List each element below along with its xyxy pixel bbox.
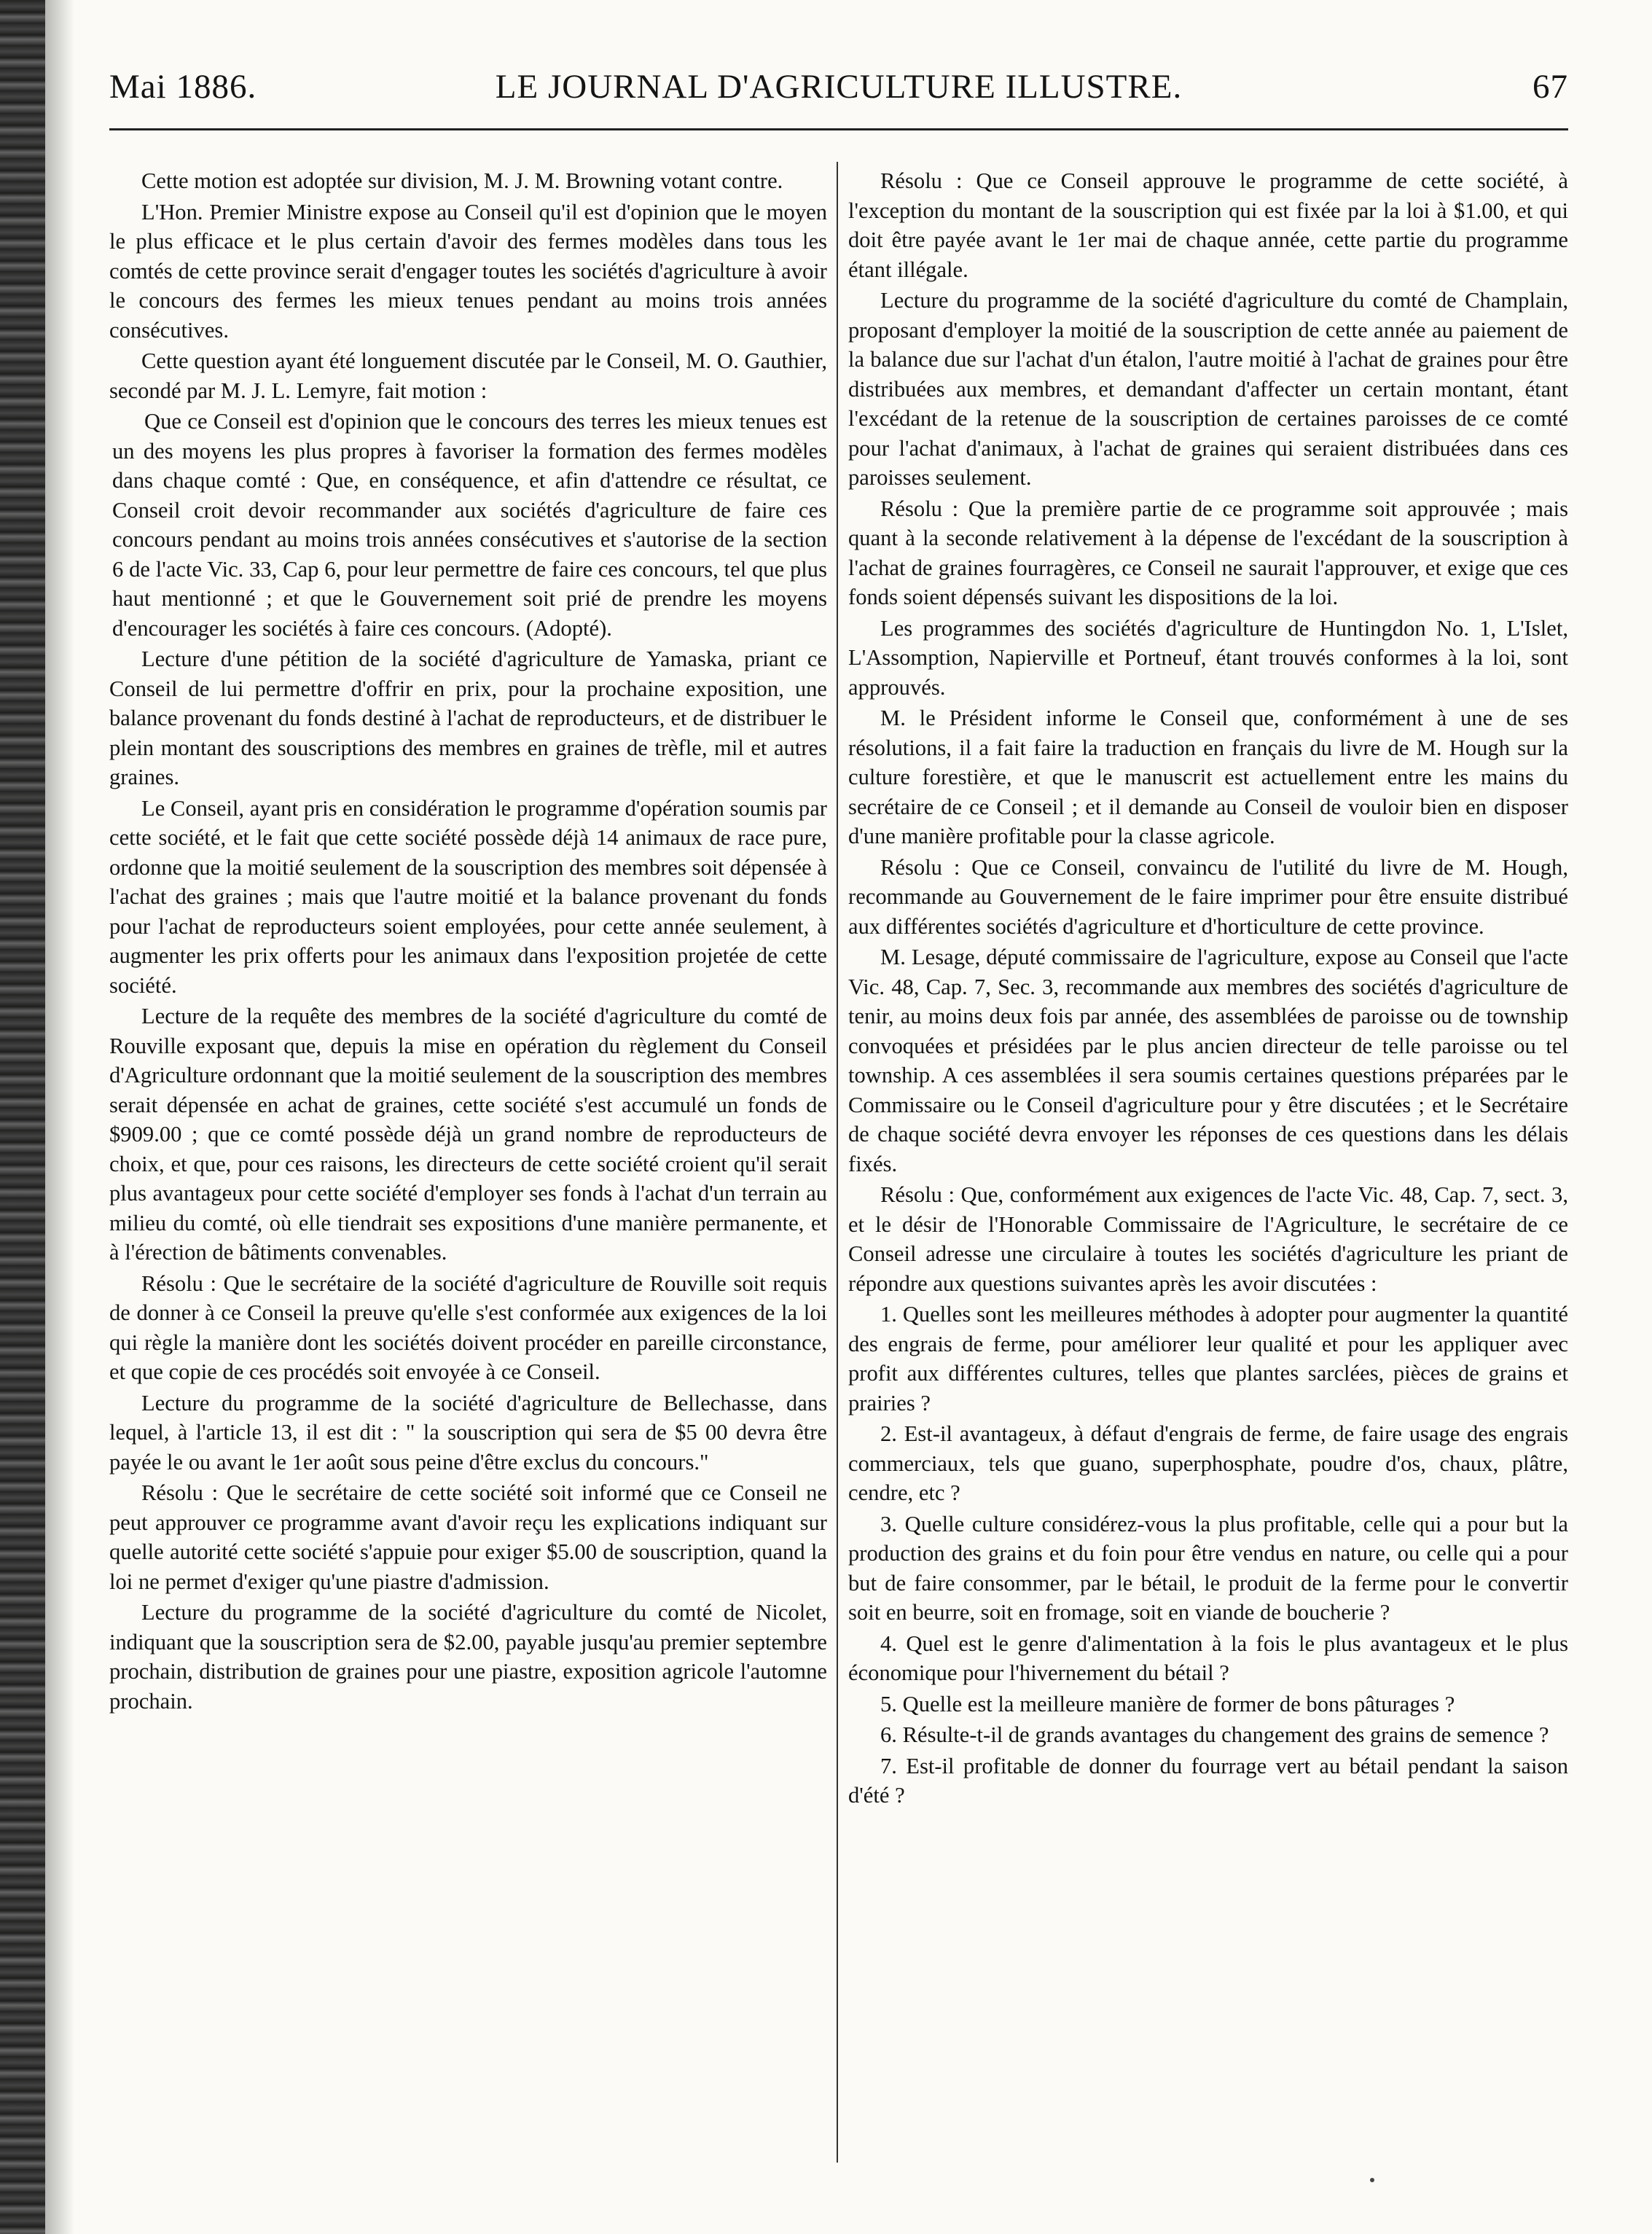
paragraph: Lecture du programme de la société d'agriculture du comté de Nicolet, indiquant que la souscription sera de $2.00, payable jusqu'au premier septembre prochain, distribution de graines pour une piastre, exposition agricole l'automne prochain.	[109, 1600, 827, 1714]
paragraph: M. Lesage, député commissaire de l'agriculture, expose au Conseil que l'acte Vic. 48, Cap. 7, Sec. 3, recommande aux membres des sociétés d'agriculture de tenir, au moins deux fois par année, des assemblées de paroisse ou de township convoquées et présidées par le plus ancien directeur de telle paroisse ou tel township. A ces assemblées il sera soumis certaines questions préparées par le Commissaire ou le Conseil d'agriculture pour y être discutées ; et le Secrétaire de chaque société devra envoyer les réponses de ces questions dans les délais fixés.	[848, 945, 1568, 1176]
paragraph: Lecture d'une pétition de la société d'agriculture de Yamaska, priant ce Conseil de lui permettre d'offrir en prix, pour la prochaine exposition, une balance provenant du fonds destiné à l'achat de reproducteurs, et de distribuer le plein montant des souscriptions des membres en graines de trèfle, mil et autres graines.	[109, 647, 827, 789]
paragraph: Le Conseil, ayant pris en considération le programme d'opération soumis par cette société, et le fait que cette société possède déjà 14 animaux de race pure, ordonne que la moitié seulement de la souscription des membres soit dépensée à l'achat des graines ; mais que l'autre moitié et la balance provenant du fonds pour l'achat de reproducteurs soient employées, pour cette année seulement, à augmenter les prix offerts pour les animaux dans l'exposition projetée de cette société.	[109, 795, 827, 998]
page-header	[109, 67, 1568, 120]
page-binding-shadow	[45, 0, 74, 2234]
left-column	[109, 166, 827, 2176]
ink-speck	[1370, 2178, 1374, 2182]
resolution-paragraph: Résolu : Que le secrétaire de cette société soit informé que ce Conseil ne peut approuver ce programme avant d'avoir reçu les explications indiquant sur quelle autorité cette société s'appuie pour exiger $5.00 de souscription, quand la loi ne permet d'exiger qu'une piastre d'admission.	[109, 1480, 827, 1594]
paragraph: Lecture du programme de la société d'agriculture de Bellechasse, dans lequel, à l'article 13, il est dit : " la souscription qui sera de $5 00 devra être payée le ou avant le 1er août sous peine d'être exclus du concours."	[109, 1390, 827, 1475]
journal-title: LE JOURNAL D'AGRICULTURE ILLUSTRE.	[495, 68, 1183, 106]
resolution-paragraph: Résolu : Que le secrétaire de la société d'agriculture de Rouville soit requis de donner à ce Conseil la preuve qu'elle s'est conformée aux exigences de la loi qui règle la manière dont les sociétés doivent procéder en pareille circonstance, et que copie de ces procédés soit envoyée à ce Conseil.	[109, 1270, 827, 1384]
question-item: 6. Résulte-t-il de grands avantages du changement des grains de semence ?	[880, 1722, 1549, 1747]
page-number: 67	[1532, 68, 1568, 106]
header-rule	[109, 128, 1568, 130]
question-item: 4. Quel est le genre d'alimentation à la fois le plus avantageux et le plus économique pour l'hivernement du bétail ?	[848, 1630, 1568, 1685]
paragraph: L'Hon. Premier Ministre expose au Conseil qu'il est d'opinion que le moyen le plus efficace et le plus certain d'avoir des fermes modèles dans tous les comtés de cette province serait d'engager toutes les sociétés d'agriculture à avoir le concours des fermes les mieux tenues pendant au moins trois années consécutives.	[109, 199, 827, 343]
question-item: 3. Quelle culture considérez-vous la plus profitable, celle qui a pour but la production des grains et du foin pour être vendus en nature, ou celle qui a pour but de faire consommer, par le bétail, le produit de la ferme pour le convertir soit en beurre, soit en fromage, soit en viande de boucherie ?	[848, 1511, 1568, 1625]
column-divider	[837, 162, 838, 2163]
paragraph: Cette question ayant été longuement discutée par le Conseil, M. O. Gauthier, secondé par M. J. L. Lemyre, fait motion :	[109, 348, 827, 403]
resolution-paragraph: Résolu : Que ce Conseil, convaincu de l'utilité du livre de M. Hough, recommande au Gouvernement de le faire imprimer pour être ensuite distribué aux différentes sociétés d'agriculture et d'horticulture de cette province.	[848, 854, 1568, 939]
paragraph: Cette motion est adoptée sur division, M. J. M. Browning votant contre.	[141, 168, 783, 193]
question-item: 2. Est-il avantageux, à défaut d'engrais de ferme, de faire usage des engrais commerciaux, tels que guano, superphosphate, poudre d'os, chaux, plâtre, cendre, etc ?	[848, 1421, 1568, 1505]
paragraph: Les programmes des sociétés d'agriculture de Huntingdon No. 1, L'Islet, L'Assomption, Napierville et Portneuf, étant trouvés conformes à la loi, sont approuvés.	[848, 615, 1568, 700]
page-binding-edge	[0, 0, 45, 2234]
right-column	[848, 166, 1568, 2176]
question-item: 1. Quelles sont les meilleures méthodes à adopter pour augmenter la quantité des engrais de ferme, pour améliorer leur qualité et pour les appliquer avec profit aux différentes cultures, telles que plantes sarclées, pièces de grains et prairies ?	[848, 1302, 1568, 1415]
paragraph: Lecture de la requête des membres de la société d'agriculture du comté de Rouville exposant que, depuis la mise en opération du règlement du Conseil d'Agriculture ordonnant que la moitié seulement de la souscription des membres serait dépensée en achat de graines, cette société s'est accumulé un fonds de $909.00 ; que ce comté possède déjà un grand nombre de reproducteurs de choix, et que, pour ces raisons, les directeurs de cette société croient qu'il serait plus avantageux pour cette société d'employer ses fonds à l'achat d'un terrain au milieu du comté, où elle tiendrait ses expositions d'une manière permanente, et à l'érection de bâtiments convenables.	[109, 1004, 827, 1265]
resolution-paragraph: Résolu : Que la première partie de ce programme soit approuvée ; mais quant à la seconde relativement à la dépense de l'excédant de la souscription à l'achat de graines fourragères, ce Conseil ne saurait l'approuver, et exige que ces fonds soient dépensés suivant les dispositions de la loi.	[848, 496, 1568, 609]
question-item: 7. Est-il profitable de donner du fourrage vert au bétail pendant la saison d'été ?	[848, 1753, 1568, 1808]
paragraph: Lecture du programme de la société d'agriculture du comté de Champlain, proposant d'employer la moitié de la souscription de cette année au paiement de la balance due sur l'achat d'un étalon, l'autre moitié à l'achat de graines pour être distribuées aux membres, et demandant d'affecter un certain montant, étant l'excédant de la retenue de la souscription de certaines paroisses de ce comté pour l'achat d'animaux, à l'achat de graines qui seraient distribuées dans ces paroisses seulement.	[848, 288, 1568, 490]
header-date: Mai 1886.	[109, 68, 257, 106]
resolution-paragraph: Résolu : Que, conformément aux exigences de l'acte Vic. 48, Cap. 7, sect. 3, et le désir de l'Honorable Commissaire de l'Agriculture, le secrétaire de ce Conseil adresse une circulaire à toutes les sociétés d'agriculture les priant de répondre aux questions suivantes après les avoir discutées :	[848, 1182, 1568, 1296]
question-item: 5. Quelle est la meilleure manière de former de bons pâturages ?	[880, 1691, 1455, 1716]
resolution-paragraph: Résolu : Que ce Conseil approuve le programme de cette société, à l'exception du montant de la souscription qui est fixée par la loi à $1.00, et qui doit être payée avant le 1er mai de chaque année, cette partie du programme étant illégale.	[848, 168, 1568, 282]
motion-text: Que ce Conseil est d'opinion que le concours des terres les mieux tenues est un des moyens les plus propres à favoriser la formation des fermes modèles dans chaque comté : Que, en conséquence, et afin d'attendre ce résultat, ce Conseil croit devoir recommander aux sociétés d'agriculture de faire ces concours pendant au moins trois années consécutives et s'autorise de la section 6 de l'acte Vic. 33, Cap 6, pour leur permettre de faire ces concours, tel que plus haut mentionné ; et que le Gouvernement soit prié de prendre les moyens d'encourager les sociétés à faire ces concours. (Adopté).	[112, 409, 827, 641]
paragraph: M. le Président informe le Conseil que, conformément à une de ses résolutions, il a fait faire la traduction en français du livre de M. Hough sur la culture forestière, et que le manuscrit est actuellement entre les mains du secrétaire de ce Conseil ; et il demande au Conseil de vouloir bien en disposer d'une manière profitable pour la classe agricole.	[848, 706, 1568, 848]
